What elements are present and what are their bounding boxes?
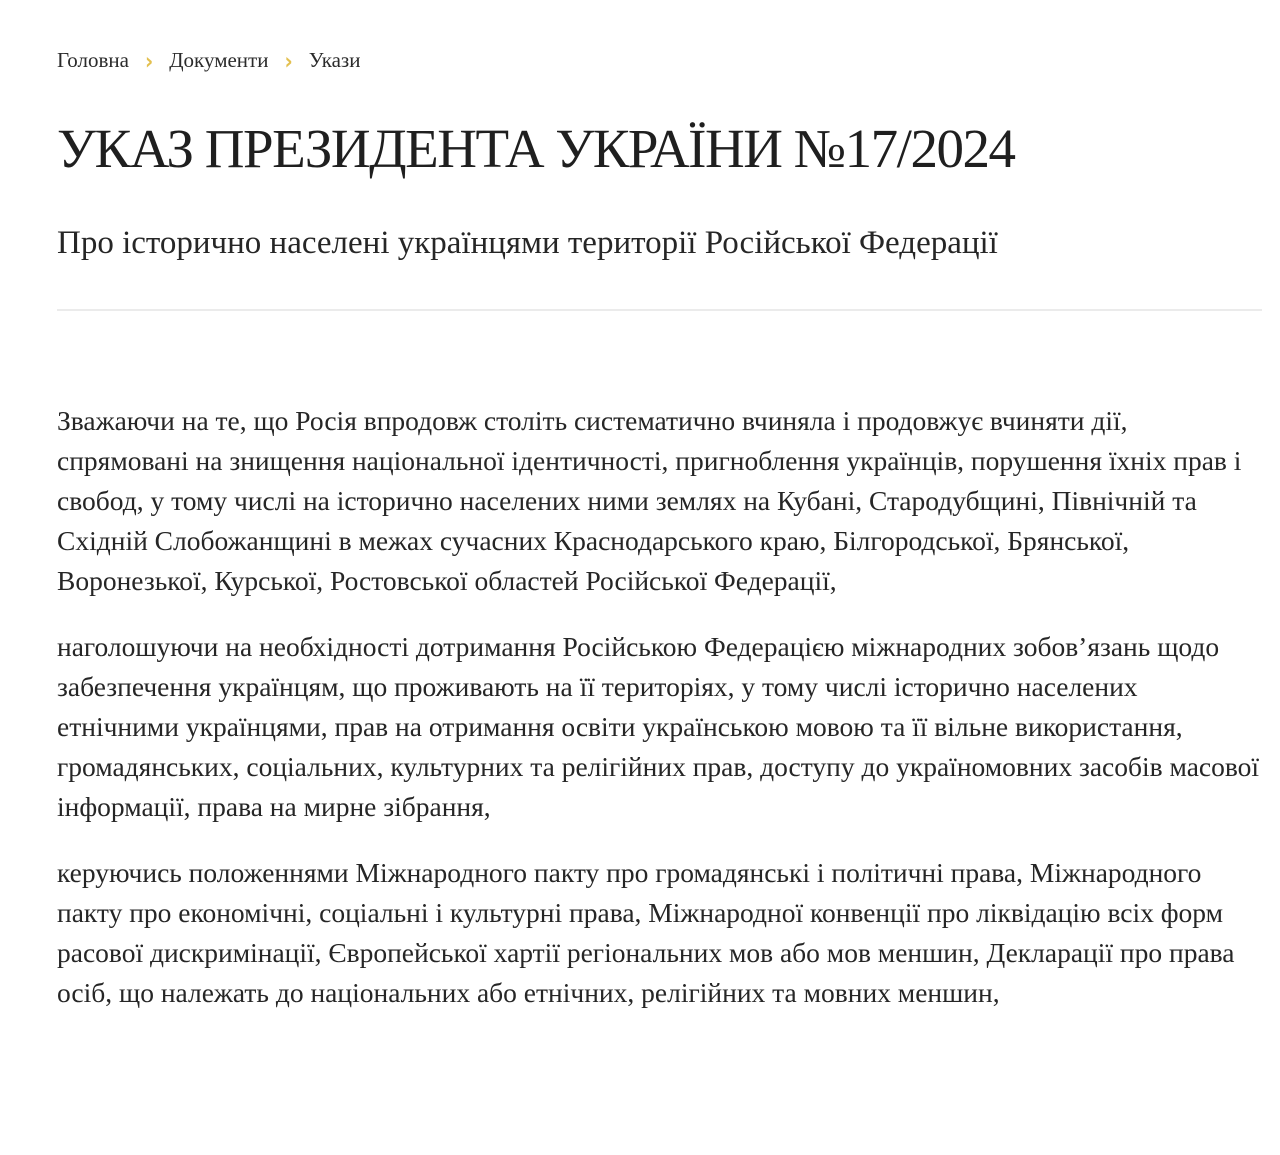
- document-paragraph: керуючись положеннями Міжнародного пакту про громадянські і політичні права, Міжнародного пакту про економічні, соціальні і культурні права, Міжнародної конвенції про ліквідацію всіх форм расової дискримінації, Європейської хартії регіональних мов або мов меншин, Декларації про права осіб, що належать до національних або етнічних, релігійних та мовних меншин,: [57, 857, 1235, 1009]
- divider: [57, 309, 1262, 311]
- document-body: [57, 401, 1262, 1013]
- breadcrumb: [57, 48, 1262, 73]
- document-paragraph: наголошуючи на необхідності дотримання Російською Федерацією міжнародних зобов’язань щодо забезпечення українцям, що проживають на її територіях, у тому числі історично населених етнічними українцями, прав на отримання освіти українською мовою та її вільне використання, громадянських, соціальних, культурних та релігійних прав, доступу до україномовних засобів масової інформації, права на мирне зібрання,: [57, 631, 1260, 823]
- breadcrumb-link-decrees[interactable]: Укази: [308, 48, 361, 72]
- document-paragraph: Зважаючи на те, що Росія впродовж століть систематично вчиняла і продовжує вчиняти дії, спрямовані на знищення національної ідентичності, пригноблення українців, порушення їхніх прав і свобод, у тому числі на історично населених ними землях на Кубані, Стародубщині, Північній та Східній Слобожанщині в межах сучасних Краснодарського краю, Білгородської, Брянської, Воронезької, Курської, Ростовської областей Російської Федерації,: [57, 405, 1242, 597]
- chevron-right-icon: ›: [144, 46, 154, 75]
- breadcrumb-link-home[interactable]: Головна: [57, 48, 129, 72]
- document-subtitle: Про історично населені українцями території Російської Федерації: [57, 225, 998, 262]
- chevron-right-icon: ›: [284, 46, 293, 75]
- page-title: УКАЗ ПРЕЗИДЕНТА УКРАЇНИ №17/2024: [57, 118, 1015, 179]
- breadcrumb-link-documents[interactable]: Документи: [169, 48, 269, 72]
